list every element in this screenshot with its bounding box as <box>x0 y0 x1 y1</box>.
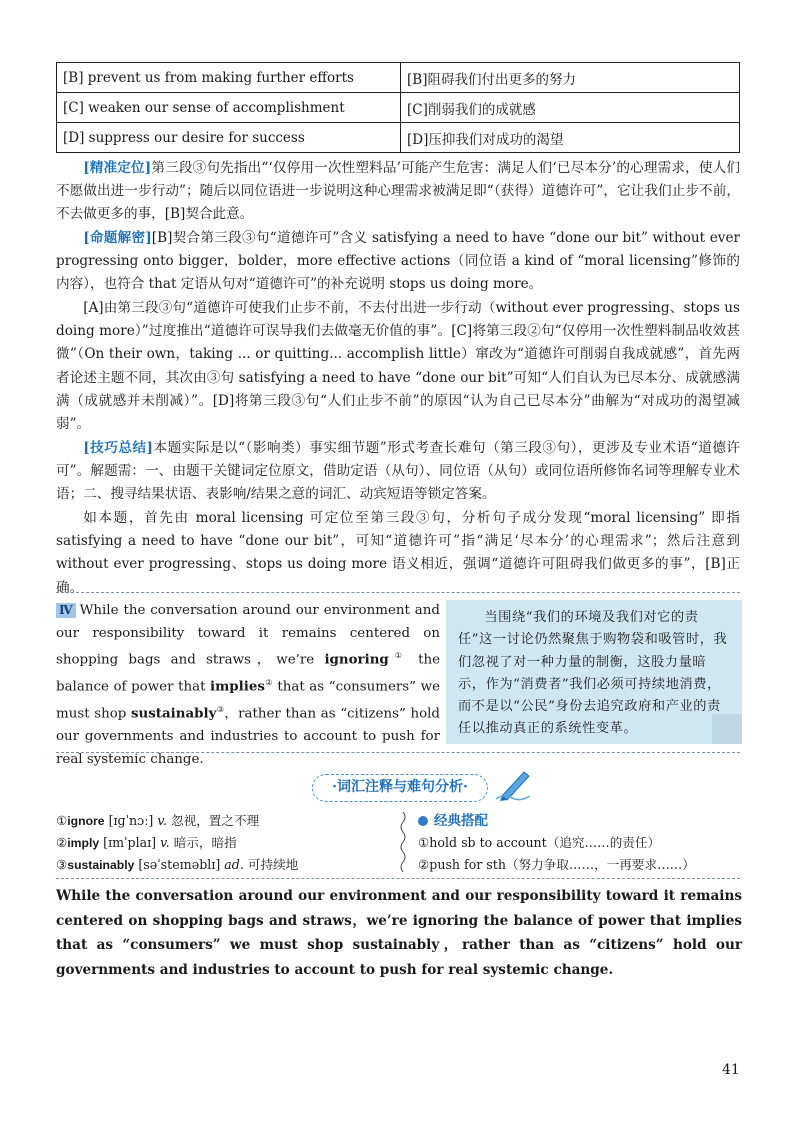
option-b-en: [B] prevent us from making further efforts <box>57 63 401 93</box>
vocab-phonetic: [ɪmˈplaɪ] <box>103 835 157 850</box>
collocation-item: ②push for sth（努力争取……，一再要求……） <box>418 857 695 872</box>
decode-paragraph <box>56 227 740 297</box>
sup-1: ① <box>388 651 408 661</box>
passage-text-3: that as “consumers” we must shop <box>56 679 440 722</box>
pen-icon <box>494 766 534 802</box>
option-b-zh: [B]阻碍我们付出更多的努力 <box>401 63 740 93</box>
vocab-num: ③ <box>56 857 68 872</box>
vocab-pos: v. <box>160 835 170 850</box>
collocation-item: ①hold sb to account（追究……的责任） <box>418 835 661 850</box>
vocab-word: imply <box>67 836 100 850</box>
locate-text: 第三段③句先指出“‘仅停用一次性塑料品’可能产生危害：满足人们‘已尽本分’的心理需求，使人们不愿做出进一步行动”；随后以同位语进一步说明这种心理需求被满足即“（获得）道德许可”，它让我们止步不前，不去做更多的事，[B]契合此意。 <box>56 160 740 223</box>
collocation-block <box>418 810 748 876</box>
option-row-b <box>57 63 740 93</box>
vocab-meaning: 可持续地 <box>247 857 299 872</box>
example-paragraph: 如本题，首先由 moral licensing 可定位至第三段③句，分析句子成分发现“moral licensing” 即指 satisfying a need to have “done our bit”，可知“道德许可”指“满足‘尽本分’的心理需求”；然后注意到 without ever progressing、stops us doing more 语义相近，强调“道德许可阻碍我们做更多的事”，[B]正确。 <box>56 510 740 596</box>
vocab-section-header: ·词汇注释与难句分析· <box>312 774 488 802</box>
collocation-title <box>418 810 748 832</box>
divider-line-bottom <box>56 878 740 879</box>
vocab-list <box>56 810 386 876</box>
sup-3: ③ <box>216 705 225 715</box>
bullet-dot-icon <box>418 816 428 826</box>
option-c-en: [C] weaken our sense of accomplishment <box>57 93 401 123</box>
vocab-word: sustainably <box>67 858 135 872</box>
option-d-zh: [D]压抑我们对成功的渴望 <box>401 123 740 153</box>
corner-decoration-icon <box>712 714 742 744</box>
passage-text-4: ，rather than as “citizens” hold our governments and industries to account to push for real systemic change. <box>56 706 440 767</box>
vocab-item <box>56 810 386 832</box>
vocab-num: ② <box>56 835 68 850</box>
locate-tag: [精准定位] <box>83 160 152 176</box>
option-row-d <box>57 123 740 153</box>
sup-2: ② <box>264 678 273 688</box>
passage-paragraph <box>56 600 440 772</box>
analysis-sentence: While the conversation around our environment and our responsibility toward it remains centered on shopping bags and straws，we’re ignoring the balance of power that implies that as “consumers” we must shop sustainably，rather than as “citizens” hold our governments and industries to account to push for real systemic change. <box>56 888 742 978</box>
skill-tag: [技巧总结] <box>83 440 153 456</box>
vocab-ignoring: ignoring <box>324 651 389 668</box>
option-d-en: [D] suppress our desire for success <box>57 123 401 153</box>
passage-text-2: the balance of power that <box>56 652 441 695</box>
option-c-zh: [C]削弱我们的成就感 <box>401 93 740 123</box>
vocab-meaning: 暗示，暗指 <box>173 835 237 850</box>
vocab-num: ① <box>56 813 68 828</box>
vocab-meaning: 忽视，置之不理 <box>171 813 260 828</box>
passage-text-1: While the conversation around our environment and our responsibility toward it remains centered on shopping bags and straws，we’re <box>56 603 440 668</box>
vocab-phonetic: [səˈsteɪnəblɪ] <box>138 857 221 872</box>
skill-paragraph <box>56 437 740 507</box>
locate-paragraph <box>56 157 740 227</box>
vocab-phonetic: [ɪɡˈnɔː] <box>108 813 154 828</box>
vocab-item <box>56 832 386 854</box>
skill-text: 本题实际是以“（影响类）事实细节题”形式考查长难句（第三段③句），更涉及专业术语“道德许可”。解题需：一、由题干关键词定位原文，借助定语（从句）、同位语（从句）或同位语所修饰名词等理解专业术语；二、搜寻结果状语、表影响/结果之意的词汇、动宾短语等锁定答案。 <box>56 440 740 503</box>
options-table <box>56 62 740 153</box>
decode-tag: [命题解密] <box>83 230 152 246</box>
option-row-c <box>57 93 740 123</box>
vocab-item <box>56 854 386 876</box>
page-number: 41 <box>722 1062 740 1078</box>
vocab-pos: ad. <box>224 857 244 872</box>
passage-number-badge: Ⅳ <box>56 603 76 618</box>
translation-box <box>446 600 742 744</box>
divider-line-middle <box>56 752 740 753</box>
vocab-implies: implies <box>210 678 265 695</box>
vocab-sustainably: sustainably <box>130 705 217 722</box>
wavy-divider-icon <box>398 812 408 872</box>
divider-line-top <box>56 592 740 593</box>
vocab-word: ignore <box>67 814 105 828</box>
translation-text: 当围绕“我们的环境及我们对它的责任”这一讨论仍然聚焦于购物袋和吸管时，我们忽视了对一种力量的制衡，这股力量暗示，作为“消费者”我们必须可持续地消费，而不是以“公民”身份去追究政府和产业的责任以推动真正的系统性变革。 <box>458 610 728 737</box>
decode-text: [B]契合第三段③句“道德许可”含义 satisfying a need to have “done our bit” without ever progressing onto bigger，bolder，more effective actions（同位语 a kind of “moral licensing”修饰的内容），也符合 that 定语从句对“道德许可”的补充说明 stops us doing more。 <box>56 230 740 293</box>
distractor-paragraph: [A]由第三段③句“道德许可使我们止步不前，不去付出进一步行动（without ever progressing、stops us doing more）”过度推出“道德许可误导我们去做毫无价值的事”。[C]将第三段②句“仅停用一次性塑料制品收效甚微”（On their own，taking ... or quitting... accomplish little）窜改为“道德许可削弱自我成就感”，首先两者论述主题不同，其次由③句 satisfying a need to have “done our bit”可知“人们自认为已尽本分、成就感满满（成就感并未削减）”。[D]将第三段③句“人们止步不前”的原因“认为自己已尽本分”曲解为“对成功的渴望减弱”。 <box>56 300 740 433</box>
collocation-title-text: 经典搭配 <box>434 813 488 829</box>
vocab-pos: v. <box>157 813 167 828</box>
